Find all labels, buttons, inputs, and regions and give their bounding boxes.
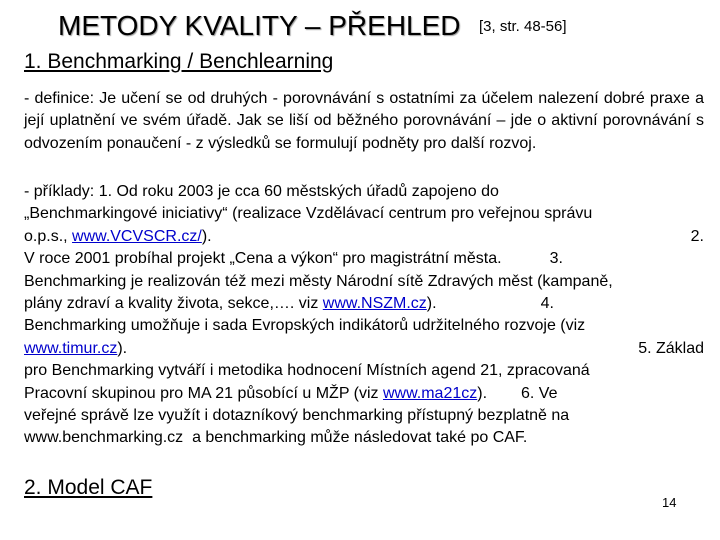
example-number: 6. Ve	[521, 384, 558, 402]
section-heading-caf: 2. Model CAF	[24, 476, 153, 499]
text-fragment: ).	[117, 339, 128, 357]
link-vcvscr[interactable]: www.VCVSCR.cz/	[72, 227, 202, 245]
page-number: 14	[662, 495, 677, 510]
examples-line: www.benchmarking.cz a benchmarking může následovat také po CAF.	[24, 429, 528, 447]
text-fragment: ).	[201, 227, 212, 245]
text-fragment: V roce 2001 probíhal projekt „Cena a výkon“ pro magistrátní města.	[24, 250, 502, 268]
page-title: METODY KVALITY – PŘEHLED	[58, 10, 461, 41]
examples-line	[24, 338, 704, 360]
examples-line: „Benchmarkingové iniciativy“ (realizace Vzdělávací centrum pro veřejnou správu	[24, 205, 593, 223]
example-number: 4.	[540, 295, 554, 313]
example-number: 3.	[549, 250, 563, 268]
link-ma21[interactable]: www.ma21cz	[382, 384, 478, 402]
text-fragment: o.p.s.,	[24, 227, 73, 245]
text-fragment: plány zdraví a kvality života, sekce,…. viz	[24, 295, 323, 313]
section-heading-benchmarking: 1. Benchmarking / Benchlearning	[24, 50, 334, 73]
example-number: 5. Základ	[638, 339, 704, 357]
examples-line	[24, 248, 704, 270]
text-fragment: ).	[477, 384, 488, 402]
title-row	[58, 10, 567, 42]
examples-line: pro Benchmarking vytváří i metodika hodnocení Místních agend 21, zpracovaná	[24, 362, 590, 380]
examples-line: - příklady: 1. Od roku 2003 je cca 60 městských úřadů zapojeno do	[24, 183, 499, 200]
text-fragment: Pracovní skupinou pro MA 21 působící u MŽP (viz	[24, 384, 383, 402]
source-reference: [3, str. 48-56]	[478, 18, 567, 35]
examples-line-text	[24, 338, 127, 360]
examples-line	[24, 383, 704, 405]
link-nszm[interactable]: www.NSZM.cz	[322, 295, 427, 313]
examples-paragraph	[24, 181, 704, 450]
definition-paragraph: - definice: Je učení se od druhých - porovnávání s ostatními za účelem nalezení dobré praxe a její uplatnění ve svém úřadě. Jak se liší od běžného porovnávání – jde o aktivní porovnávání s odvozením ponaučení - z výsledků se formulují podněty pro další rozvoj.	[24, 90, 704, 152]
examples-line: Benchmarking je realizován též mezi městy Národní sítě Zdravých měst (kampaně,	[24, 272, 613, 290]
examples-line	[24, 293, 704, 315]
examples-line-text	[24, 226, 212, 248]
text-fragment: ).	[426, 295, 437, 313]
examples-line: Benchmarking umožňuje i sada Evropských indikátorů udržitelného rozvoje (viz	[24, 317, 586, 335]
example-number: 2.	[690, 227, 704, 245]
examples-line	[24, 226, 704, 248]
examples-line: veřejné správě lze využít i dotazníkový benchmarking přístupný bezplatně na	[24, 407, 570, 425]
link-timur[interactable]: www.timur.cz	[24, 339, 118, 357]
